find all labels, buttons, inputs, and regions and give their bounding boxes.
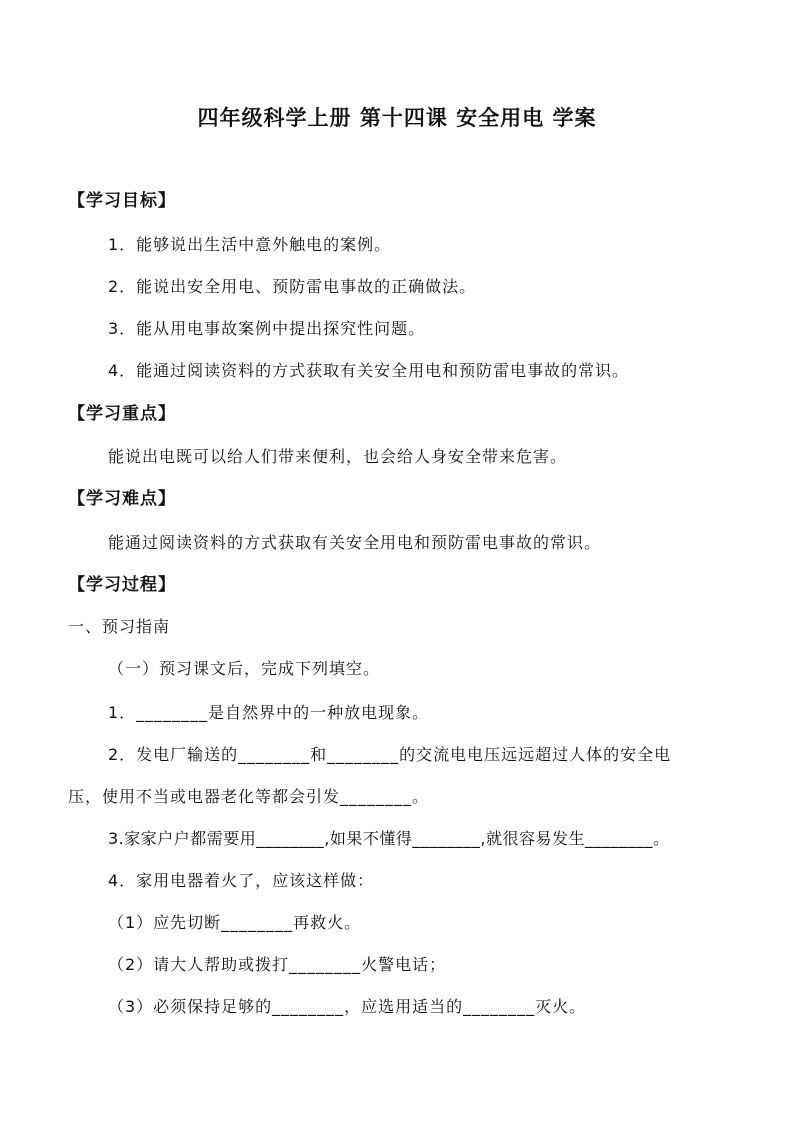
key-points-text: 能说出电既可以给人们带来便利，也会给人身安全带来危害。 xyxy=(108,447,568,466)
question-4-item-1: （1）应先切断________再救火。 xyxy=(108,913,362,932)
objective-item-1: 1．能够说出生活中意外触电的案例。 xyxy=(108,235,392,254)
preview-instruction: （一）预习课文后，完成下列填空。 xyxy=(108,659,381,678)
preview-guide-heading: 一、预习指南 xyxy=(68,617,171,636)
objective-item-4: 4．能通过阅读资料的方式获取有关安全用电和预防雷电事故的常识。 xyxy=(108,361,630,380)
question-2-line-1: 2．发电厂输送的________和________的交流电电压远远超过人体的安全电 xyxy=(108,745,672,764)
objective-item-2: 2．能说出安全用电、预防雷电事故的正确做法。 xyxy=(108,277,477,296)
difficulties-heading: 【学习难点】 xyxy=(68,489,176,509)
question-2-line-2: 压，使用不当或电器老化等都会引发________。 xyxy=(68,787,430,806)
question-4: 4．家用电器着火了，应该这样做： xyxy=(108,871,375,890)
difficulties-text: 能通过阅读资料的方式获取有关安全用电和预防雷电事故的常识。 xyxy=(108,533,602,552)
document-title: 四年级科学上册 第十四课 安全用电 学案 xyxy=(197,106,597,130)
objectives-heading: 【学习目标】 xyxy=(68,191,176,211)
process-heading: 【学习过程】 xyxy=(68,575,176,595)
question-4-item-3: （3）必须保持足够的________，应选用适当的________灭火。 xyxy=(108,997,587,1016)
objective-item-3: 3．能从用电事故案例中提出探究性问题。 xyxy=(108,319,426,338)
key-points-heading: 【学习重点】 xyxy=(68,404,176,424)
question-3: 3.家家户户都需要用________,如果不懂得________,就很容易发生________。 xyxy=(108,829,670,848)
question-1: 1．________是自然界中的一种放电现象。 xyxy=(108,703,430,722)
question-4-item-2: （2）请大人帮助或拨打________火警电话； xyxy=(108,955,447,974)
